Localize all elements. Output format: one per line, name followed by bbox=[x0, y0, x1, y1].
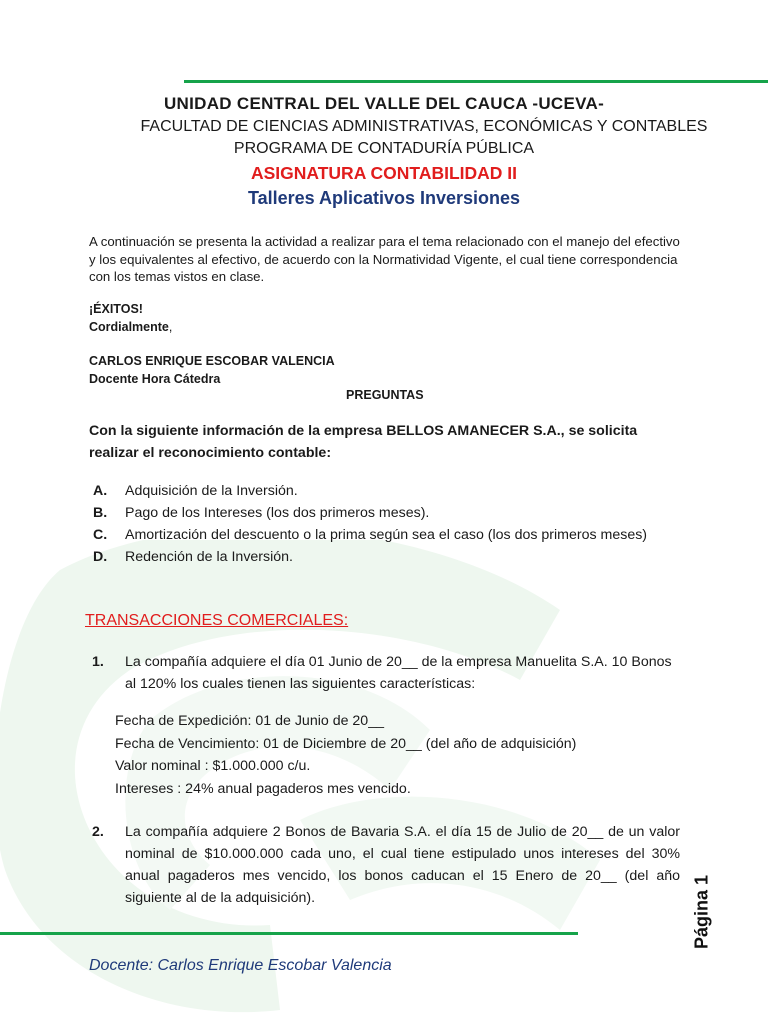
teacher-role: Docente Hora Cátedra bbox=[89, 372, 221, 386]
workshop-subtitle: Talleres Aplicativos Inversiones bbox=[247, 188, 521, 208]
preguntas-heading: PREGUNTAS bbox=[346, 388, 424, 402]
transaction-details bbox=[115, 710, 576, 800]
lead-paragraph: Con la siguiente información de la empresa BELLOS AMANECER S.A., se solicita realizar el reconocimiento contable: bbox=[89, 423, 638, 461]
question-letter: D. bbox=[93, 549, 108, 565]
list-item bbox=[93, 546, 685, 568]
cordialmente-line bbox=[89, 320, 172, 334]
intro-paragraph: A continuación se presenta la actividad a realizar para el tema relacionado con el manejo del efectivo y los equivalentes al efectivo, de acuerdo con la Normatividad Vigente, el cual tiene correspondencia con los temas vistos en clase. bbox=[89, 234, 680, 284]
footer-teacher-name: : Carlos Enrique Escobar Valencia bbox=[148, 957, 392, 974]
question-letter: A. bbox=[93, 483, 108, 499]
list-item bbox=[93, 524, 685, 546]
question-text: Redención de la Inversión. bbox=[125, 549, 293, 565]
cordialmente-comma: , bbox=[168, 320, 173, 334]
footer-teacher bbox=[89, 957, 392, 975]
transaction-number: 1. bbox=[92, 654, 104, 670]
cordialmente-text: Cordialmente bbox=[89, 320, 169, 334]
page-number-label: Página 1 bbox=[691, 874, 712, 950]
page-number bbox=[691, 874, 712, 950]
university-title: UNIDAD CENTRAL DEL VALLE DEL CAUCA -UCEVA- bbox=[163, 94, 605, 113]
transaction-number: 2. bbox=[92, 824, 104, 840]
subject-title: ASIGNATURA CONTABILIDAD II bbox=[250, 163, 518, 183]
question-text: Pago de los Intereses (los dos primeros meses). bbox=[125, 505, 430, 521]
list-item bbox=[93, 502, 685, 524]
list-item bbox=[93, 480, 685, 502]
question-text: Amortización del descuento o la prima según sea el caso (los dos primeros meses) bbox=[125, 527, 648, 543]
faculty-title: FACULTAD DE CIENCIAS ADMINISTRATIVAS, ECONÓMICAS Y CONTABLES bbox=[140, 118, 708, 135]
transaction-item bbox=[92, 651, 680, 695]
detail-line: Fecha de Expedición: 01 de Junio de 20__ bbox=[115, 713, 384, 729]
program-title: PROGRAMA DE CONTADURÍA PÚBLICA bbox=[233, 140, 535, 157]
question-letter: C. bbox=[93, 527, 108, 543]
exitos-text: ¡ÉXITOS! bbox=[89, 302, 143, 316]
question-list bbox=[93, 480, 685, 568]
detail-line: Valor nominal : $1.000.000 c/u. bbox=[115, 758, 311, 774]
detail-line: Intereses : 24% anual pagaderos mes vencido. bbox=[115, 780, 411, 797]
detail-line: Fecha de Vencimiento: 01 de Diciembre de 20__ (del año de adquisición) bbox=[115, 735, 577, 752]
transaction-text: La compañía adquiere 2 Bonos de Bavaria S.A. el día 15 de Julio de 20__ de un valor nominal de $10.000.000 cada uno, el cual tiene estipulado unos intereses del 30% anual pagaderos mes vencido, los bonos caducan el 15 Enero de 20__ (del año siguiente al de la adquisición). bbox=[125, 824, 680, 906]
teacher-name: CARLOS ENRIQUE ESCOBAR VALENCIA bbox=[89, 354, 335, 368]
transaction-item bbox=[92, 821, 680, 909]
transactions-heading: TRANSACCIONES COMERCIALES: bbox=[85, 612, 349, 629]
question-letter: B. bbox=[93, 505, 108, 521]
footer-teacher-label: Docente bbox=[89, 957, 149, 974]
transaction-text: La compañía adquiere el día 01 Junio de 20__ de la empresa Manuelita S.A. 10 Bonos al 120% los cuales tienen las siguientes características: bbox=[125, 654, 672, 692]
question-text: Adquisición de la Inversión. bbox=[125, 483, 298, 499]
